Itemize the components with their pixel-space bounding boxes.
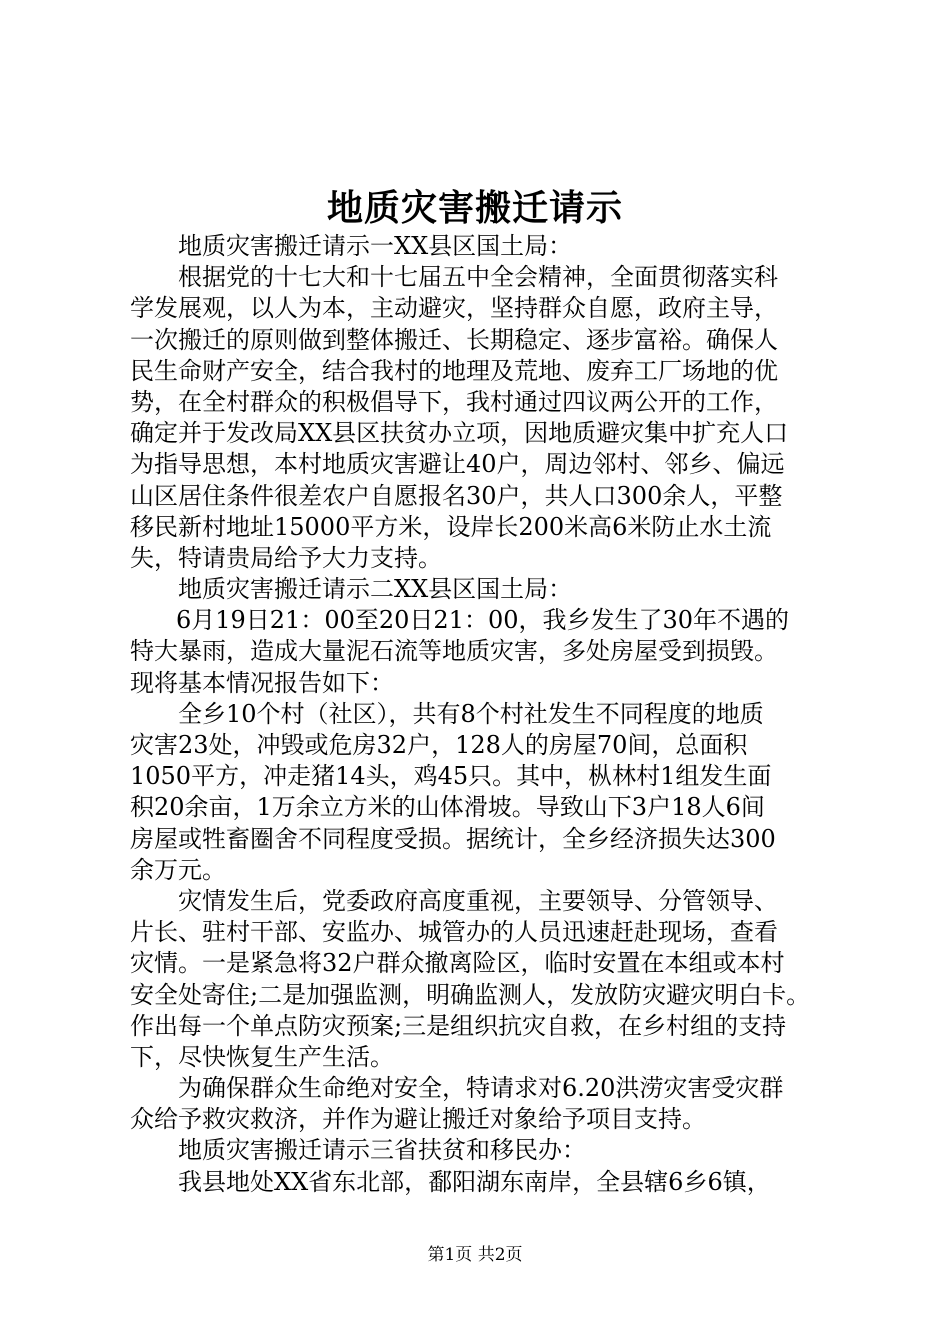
section-heading: 地质灾害搬迁请示三省扶贫和移民办：	[178, 1136, 586, 1165]
paragraph-line: 下，尽快恢复生产生活。	[130, 1042, 394, 1071]
paragraph-line: 灾情。一是紧急将32户群众撤离险区，临时安置在本组或本村	[130, 949, 785, 978]
paragraph-line: 安全处寄住;二是加强监测，明确监测人，发放防灾避灾明白卡。	[130, 980, 811, 1009]
paragraph-line: 片长、驻村干部、安监办、城管办的人员迅速赶赴现场，查看	[130, 918, 778, 947]
paragraph-line: 全乡10个村（社区），共有8个村社发生不同程度的地质	[178, 699, 764, 728]
section-heading: 地质灾害搬迁请示二XX县区国土局：	[178, 575, 573, 604]
document-body	[130, 231, 832, 1198]
paragraph-line: 灾害23处，冲毁或危房32户，128人的房屋70间，总面积	[130, 731, 748, 759]
paragraph-line: 1050平方，冲走猪14头，鸡45只。其中，枞林村1组发生面	[130, 762, 772, 791]
section-heading: 地质灾害搬迁请示一XX县区国土局：	[178, 232, 573, 260]
paragraph-line: 为指导思想，本村地质灾害避让40户，周边邻村、邻乡、偏远	[130, 450, 785, 479]
paragraph-line: 移民新村地址15000平方米，设岸长200米高6米防止水土流	[130, 512, 772, 541]
paragraph-line: 积20余亩，1万余立方米的山体滑坡。导致山下3户18人6间	[130, 793, 765, 822]
page-footer: 第1页 共2页	[427, 1245, 523, 1265]
paragraph-line: 学发展观，以人为本，主动避灾，坚持群众自愿，政府主导，	[130, 294, 778, 323]
paragraph-line: 失，特请贵局给予大力支持。	[130, 543, 442, 572]
paragraph-line: 余万元。	[130, 855, 226, 884]
paragraph-line: 为确保群众生命绝对安全，特请求对6.20洪涝灾害受灾群	[178, 1074, 784, 1103]
paragraph-line: 灾情发生后，党委政府高度重视，主要领导、分管领导、	[178, 886, 778, 915]
paragraph-line: 确定并于发改局XX县区扶贫办立项，因地质避灾集中扩充人口	[130, 419, 789, 448]
paragraph-line: 我县地处XX省东北部，鄱阳湖东南岸，全县辖6乡6镇，	[178, 1167, 771, 1196]
paragraph-line: 作出每一个单点防灾预案;三是组织抗灾自救，在乡村组的支持	[130, 1011, 787, 1040]
paragraph-line: 房屋或牲畜圈舍不同程度受损。据统计，全乡经济损失达300	[130, 824, 776, 853]
paragraph-line: 6月19日21：00至20日21：00，我乡发生了30年不遇的	[176, 606, 790, 635]
paragraph-line: 山区居住条件很差农户自愿报名30户，共人口300余人，平整	[130, 481, 783, 510]
paragraph-line: 根据党的十七大和十七届五中全会精神，全面贯彻落实科	[178, 263, 778, 292]
paragraph-line: 势，在全村群众的积极倡导下，我村通过四议两公开的工作，	[130, 387, 778, 416]
paragraph-line: 特大暴雨，造成大量泥石流等地质灾害，多处房屋受到损毁。	[130, 637, 778, 666]
paragraph-line: 众给予救灾救济，并作为避让搬迁对象给予项目支持。	[130, 1105, 706, 1134]
paragraph-line: 现将基本情况报告如下：	[130, 668, 394, 697]
document-title: 地质灾害搬迁请示	[326, 187, 623, 229]
paragraph-line: 一次搬迁的原则做到整体搬迁、长期稳定、逐步富裕。确保人	[130, 325, 778, 354]
paragraph-line: 民生命财产安全，结合我村的地理及荒地、废弃工厂场地的优	[130, 356, 778, 385]
